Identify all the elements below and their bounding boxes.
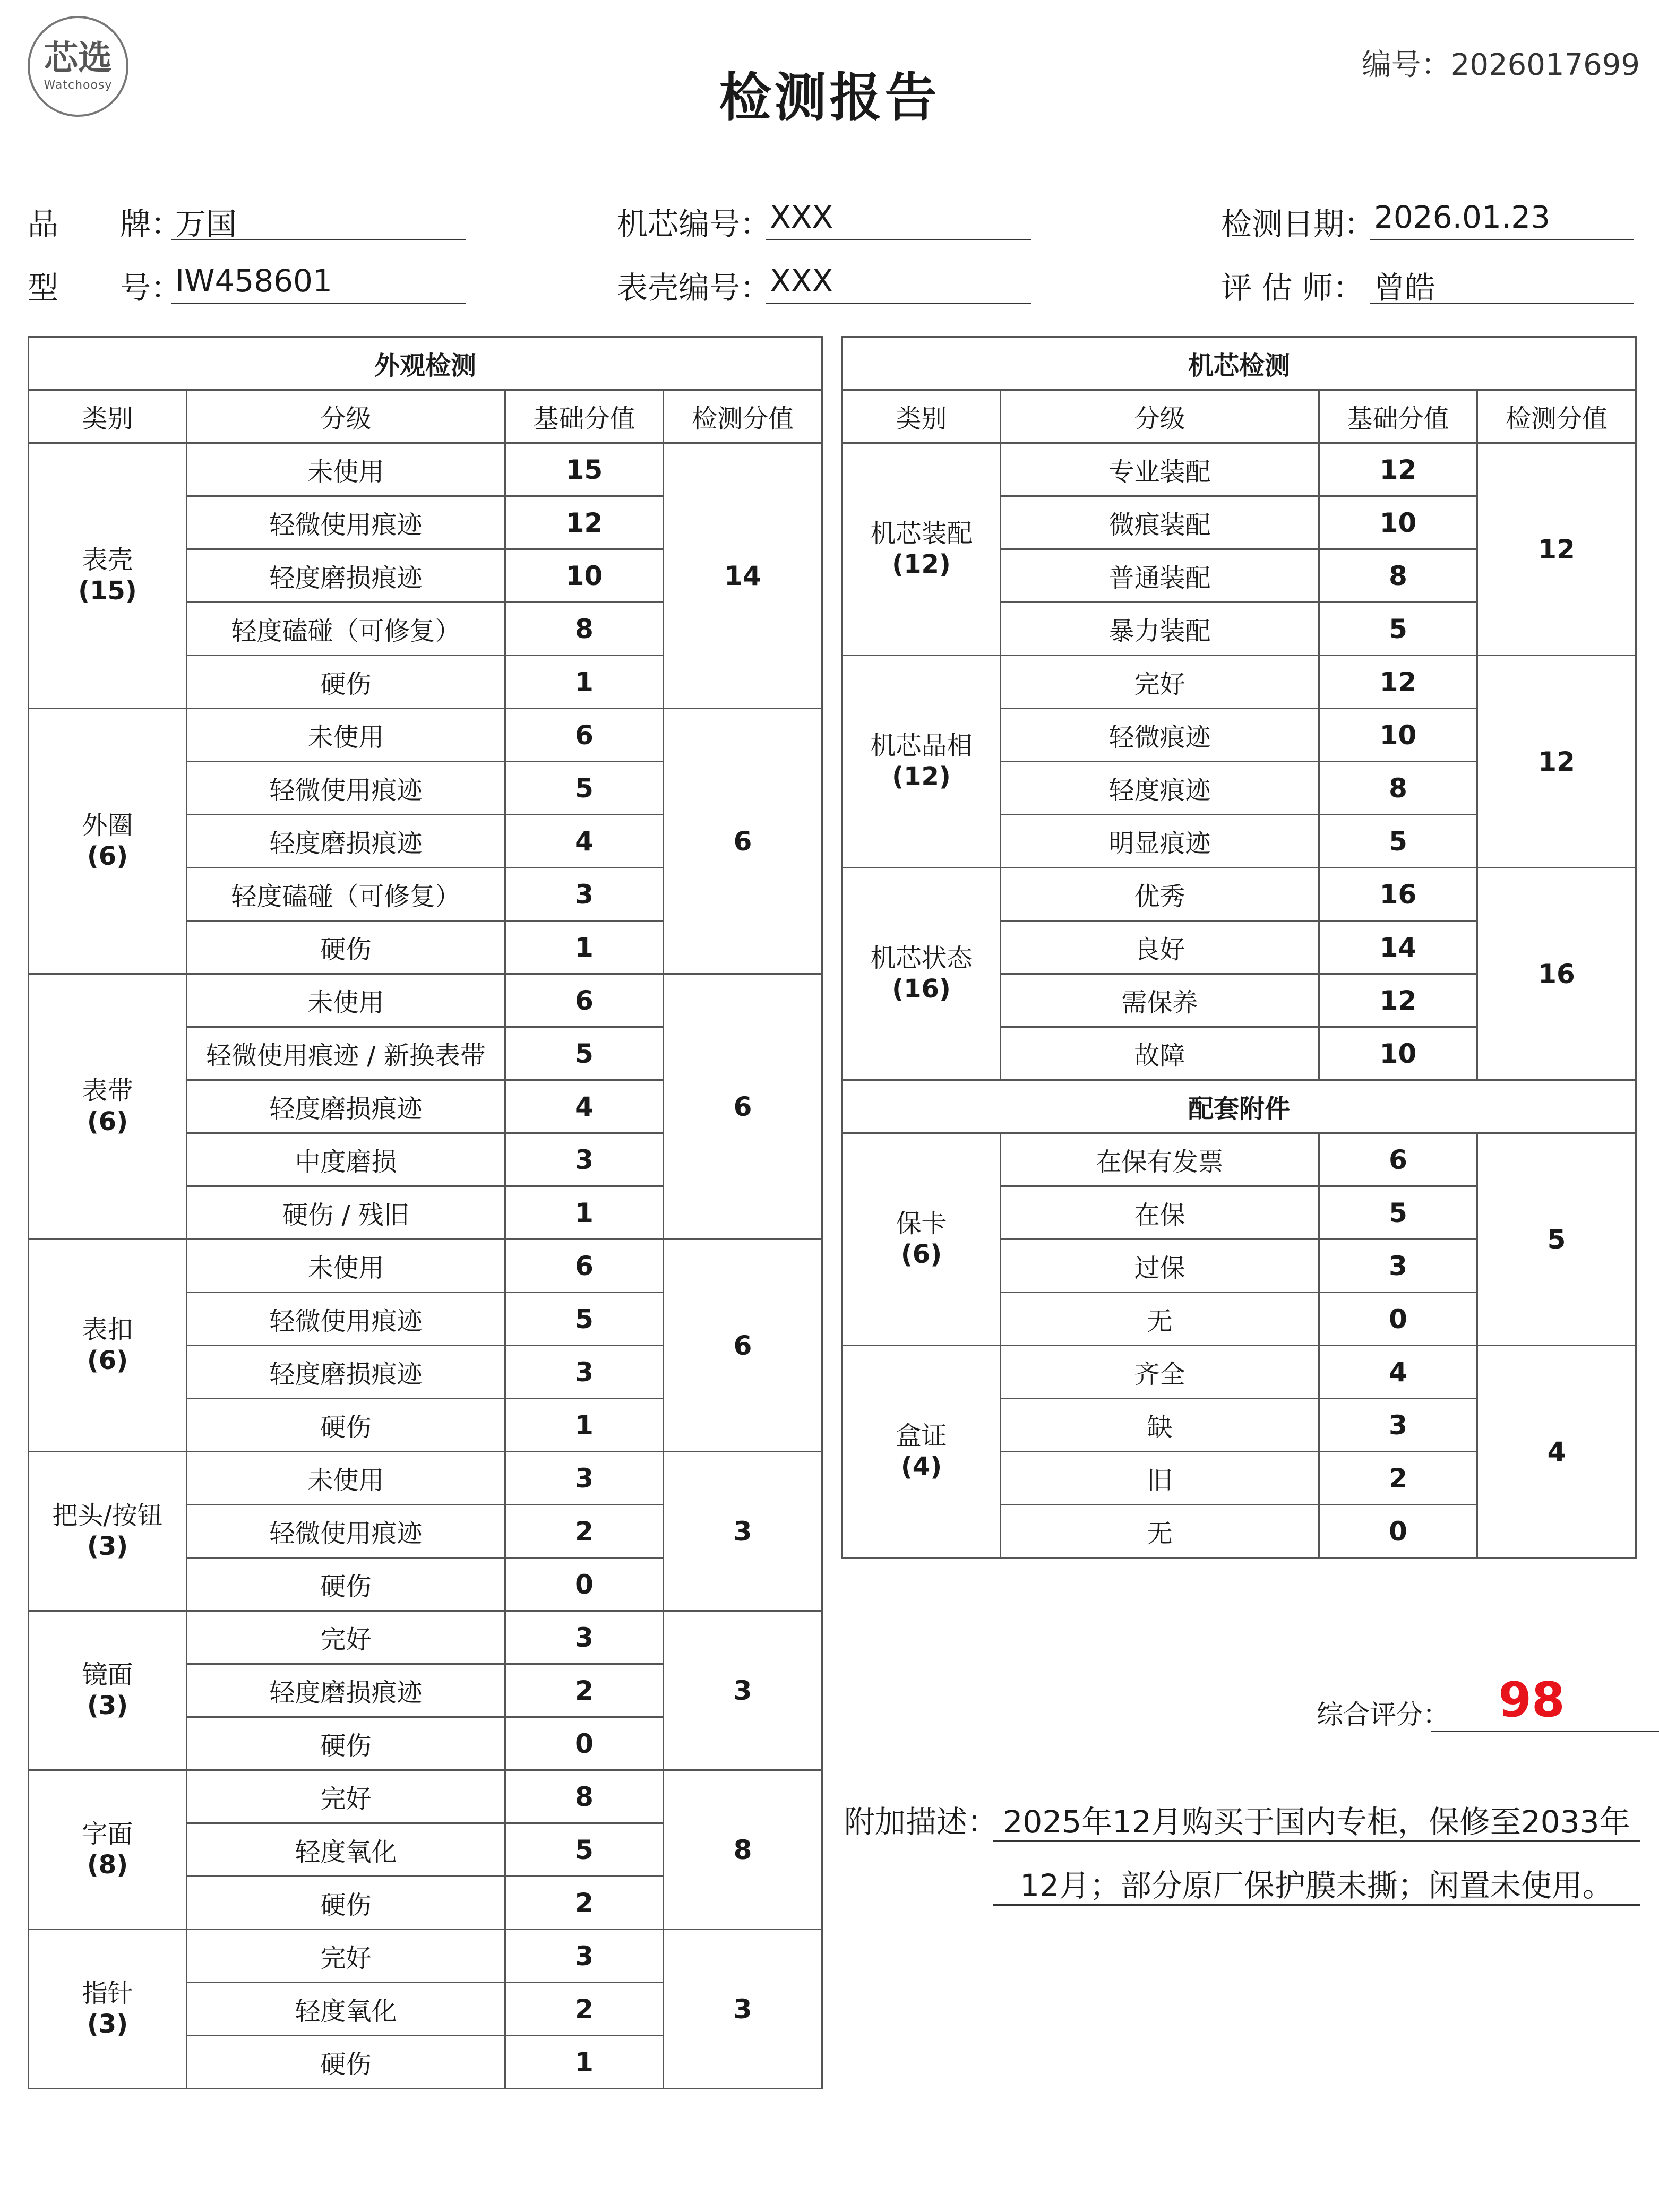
grade-cell: 完好 xyxy=(187,1611,505,1664)
section-title: 配套附件 xyxy=(843,1080,1636,1133)
grade-cell: 无 xyxy=(1001,1505,1319,1558)
grade-cell: 未使用 xyxy=(187,1240,505,1293)
table-row xyxy=(29,1611,822,1664)
case-no-label: 表壳编号： xyxy=(617,270,771,306)
base-score-cell: 0 xyxy=(1319,1505,1477,1558)
category-name: 外圈 xyxy=(82,810,133,840)
overall-score-value: 98 xyxy=(1498,1672,1565,1728)
table-row xyxy=(843,1133,1636,1186)
grade-cell: 硬伤 xyxy=(187,656,505,709)
overall-score-label: 综合评分： xyxy=(1317,1699,1449,1730)
detected-score-cell: 12 xyxy=(1477,443,1636,656)
base-score-cell: 4 xyxy=(1319,1346,1477,1399)
section-title-row xyxy=(29,337,822,390)
base-score-cell: 4 xyxy=(505,815,664,868)
table-row xyxy=(843,1346,1636,1399)
category-cell xyxy=(29,1930,187,2089)
category-cell xyxy=(843,1346,1001,1558)
appraiser-value: 曾皓 xyxy=(1370,263,1634,304)
base-score-cell: 2 xyxy=(1319,1452,1477,1505)
grade-cell: 轻度磨损痕迹 xyxy=(187,815,505,868)
category-name: 机芯装配 xyxy=(870,518,973,548)
grade-cell: 轻度痕迹 xyxy=(1001,762,1319,815)
category-name: 保卡 xyxy=(896,1208,947,1238)
base-score-cell: 1 xyxy=(505,1399,664,1452)
grade-cell: 无 xyxy=(1001,1293,1319,1346)
table-row xyxy=(29,1452,822,1505)
grade-cell: 硬伤 / 残旧 xyxy=(187,1186,505,1240)
movement-no-value: XXX xyxy=(766,199,1031,240)
category-cell xyxy=(843,656,1001,868)
grade-cell: 轻度磨损痕迹 xyxy=(187,1346,505,1399)
grade-cell: 轻度磨损痕迹 xyxy=(187,1080,505,1133)
detected-score-cell: 4 xyxy=(1477,1346,1636,1558)
description-line-2: 12月；部分原厂保护膜未撕；闲置未使用。 xyxy=(993,1861,1640,1906)
grade-cell: 完好 xyxy=(1001,656,1319,709)
appraiser-label: 评 估 师： xyxy=(1221,270,1364,306)
category-cell xyxy=(29,443,187,709)
category-name: 机芯品相 xyxy=(870,730,973,761)
grade-cell: 轻度磕碰（可修复） xyxy=(187,868,505,921)
category-cell xyxy=(843,868,1001,1080)
base-score-cell: 3 xyxy=(505,868,664,921)
grade-cell: 需保养 xyxy=(1001,974,1319,1027)
base-score-cell: 8 xyxy=(1319,549,1477,603)
base-score-cell: 2 xyxy=(505,1664,664,1717)
category-cell xyxy=(29,1452,187,1611)
category-name: 表壳 xyxy=(82,545,133,575)
base-score-cell: 5 xyxy=(1319,1186,1477,1240)
category-name: 字面 xyxy=(82,1819,133,1849)
base-score-cell: 2 xyxy=(505,1505,664,1558)
category-max-score: (4) xyxy=(900,1451,942,1482)
base-score-cell: 14 xyxy=(1319,921,1477,974)
category-max-score: (6) xyxy=(87,1106,128,1137)
grade-cell: 完好 xyxy=(187,1770,505,1823)
grade-cell: 在保 xyxy=(1001,1186,1319,1240)
category-name: 盒证 xyxy=(896,1421,947,1451)
description-label: 附加描述： xyxy=(844,1804,999,1840)
grade-cell: 中度磨损 xyxy=(187,1133,505,1186)
base-score-cell: 16 xyxy=(1319,868,1477,921)
base-score-cell: 3 xyxy=(1319,1240,1477,1293)
grade-cell: 微痕装配 xyxy=(1001,496,1319,549)
category-name: 镜面 xyxy=(82,1659,133,1690)
category-cell xyxy=(29,1770,187,1930)
base-score-cell: 1 xyxy=(505,656,664,709)
base-score-cell: 5 xyxy=(505,1823,664,1877)
grade-cell: 过保 xyxy=(1001,1240,1319,1293)
table-row xyxy=(29,443,822,496)
brand-label: 品 牌： xyxy=(28,206,182,242)
report-number xyxy=(1362,41,1640,84)
base-score-cell: 3 xyxy=(505,1133,664,1186)
section-title-row xyxy=(843,337,1636,390)
base-score-cell: 3 xyxy=(505,1930,664,1983)
section-title-row xyxy=(843,1080,1636,1133)
detected-score-cell: 5 xyxy=(1477,1133,1636,1346)
category-max-score: (8) xyxy=(87,1849,128,1880)
table-row xyxy=(29,1930,822,1983)
report-number-label: 编号： xyxy=(1361,48,1451,82)
category-max-score: (3) xyxy=(87,2009,128,2039)
base-score-cell: 10 xyxy=(1319,1027,1477,1080)
grade-cell: 轻微使用痕迹 xyxy=(187,1505,505,1558)
grade-cell: 优秀 xyxy=(1001,868,1319,921)
table-row xyxy=(29,1240,822,1293)
grade-cell: 普通装配 xyxy=(1001,549,1319,603)
movement-table xyxy=(841,336,1637,1559)
grade-cell: 未使用 xyxy=(187,974,505,1027)
base-score-cell: 5 xyxy=(505,1027,664,1080)
grade-cell: 专业装配 xyxy=(1001,443,1319,496)
category-max-score: (16) xyxy=(892,974,951,1004)
base-score-cell: 12 xyxy=(1319,974,1477,1027)
base-score-cell: 6 xyxy=(1319,1133,1477,1186)
base-score-cell: 5 xyxy=(1319,603,1477,656)
base-score-cell: 0 xyxy=(1319,1293,1477,1346)
detected-score-cell: 6 xyxy=(664,1240,822,1452)
grade-cell: 轻微使用痕迹 xyxy=(187,496,505,549)
grade-cell: 完好 xyxy=(187,1930,505,1983)
base-score-cell: 12 xyxy=(505,496,664,549)
category-max-score: (12) xyxy=(892,549,951,579)
grade-cell: 轻度磨损痕迹 xyxy=(187,1664,505,1717)
column-header-category: 类别 xyxy=(29,390,187,443)
section-title: 外观检测 xyxy=(29,337,822,390)
column-header-detected-score: 检测分值 xyxy=(664,390,822,443)
base-score-cell: 8 xyxy=(505,603,664,656)
brand-value: 万国 xyxy=(171,199,466,240)
detected-score-cell: 12 xyxy=(1477,656,1636,868)
date-value: 2026.01.23 xyxy=(1370,199,1634,240)
base-score-cell: 2 xyxy=(505,1877,664,1930)
detected-score-cell: 3 xyxy=(664,1611,822,1770)
grade-cell: 轻微使用痕迹 xyxy=(187,762,505,815)
grade-cell: 明显痕迹 xyxy=(1001,815,1319,868)
category-name: 表扣 xyxy=(82,1314,133,1345)
category-cell xyxy=(29,974,187,1240)
category-name: 机芯状态 xyxy=(870,943,973,973)
grade-cell: 硬伤 xyxy=(187,921,505,974)
base-score-cell: 10 xyxy=(1319,709,1477,762)
column-header-detected-score: 检测分值 xyxy=(1477,390,1636,443)
appearance-table xyxy=(28,336,823,2089)
grade-cell: 轻度氧化 xyxy=(187,1983,505,2036)
base-score-cell: 12 xyxy=(1319,443,1477,496)
category-max-score: (12) xyxy=(892,761,951,791)
overall-score-underline xyxy=(1431,1731,1659,1732)
detected-score-cell: 8 xyxy=(664,1770,822,1930)
base-score-cell: 1 xyxy=(505,2036,664,2089)
base-score-cell: 5 xyxy=(1319,815,1477,868)
movement-no-label: 机芯编号： xyxy=(617,206,771,242)
grade-cell: 硬伤 xyxy=(187,2036,505,2089)
grade-cell: 未使用 xyxy=(187,709,505,762)
grade-cell: 未使用 xyxy=(187,443,505,496)
base-score-cell: 6 xyxy=(505,974,664,1027)
table-row xyxy=(843,443,1636,496)
grade-cell: 轻度氧化 xyxy=(187,1823,505,1877)
category-cell xyxy=(843,443,1001,656)
table-row xyxy=(843,656,1636,709)
base-score-cell: 5 xyxy=(505,1293,664,1346)
column-header-row xyxy=(29,390,822,443)
category-max-score: (3) xyxy=(87,1531,128,1561)
grade-cell: 轻度磨损痕迹 xyxy=(187,549,505,603)
detected-score-cell: 14 xyxy=(664,443,822,709)
grade-cell: 硬伤 xyxy=(187,1717,505,1770)
grade-cell: 旧 xyxy=(1001,1452,1319,1505)
column-header-grade: 分级 xyxy=(1001,390,1319,443)
page-title: 检测报告 xyxy=(719,67,940,128)
table-row xyxy=(29,974,822,1027)
table-row xyxy=(843,868,1636,921)
model-label: 型 号： xyxy=(28,270,182,306)
grade-cell: 硬伤 xyxy=(187,1399,505,1452)
column-header-grade: 分级 xyxy=(187,390,505,443)
base-score-cell: 3 xyxy=(505,1452,664,1505)
detected-score-cell: 6 xyxy=(664,974,822,1240)
category-cell xyxy=(29,1240,187,1452)
base-score-cell: 4 xyxy=(505,1080,664,1133)
base-score-cell: 2 xyxy=(505,1983,664,2036)
category-max-score: (3) xyxy=(87,1690,128,1720)
base-score-cell: 15 xyxy=(505,443,664,496)
base-score-cell: 8 xyxy=(1319,762,1477,815)
category-max-score: (6) xyxy=(900,1239,942,1269)
grade-cell: 在保有发票 xyxy=(1001,1133,1319,1186)
table-row xyxy=(29,1770,822,1823)
category-max-score: (6) xyxy=(87,841,128,871)
base-score-cell: 12 xyxy=(1319,656,1477,709)
detected-score-cell: 16 xyxy=(1477,868,1636,1080)
grade-cell: 硬伤 xyxy=(187,1877,505,1930)
category-name: 把头/按钮 xyxy=(52,1500,163,1530)
logo-text: 芯选 xyxy=(44,38,112,78)
base-score-cell: 10 xyxy=(505,549,664,603)
grade-cell: 未使用 xyxy=(187,1452,505,1505)
report-number-value: 2026017699 xyxy=(1450,48,1640,82)
table-row xyxy=(29,709,822,762)
category-cell xyxy=(843,1133,1001,1346)
section-title: 机芯检测 xyxy=(843,337,1636,390)
date-label: 检测日期： xyxy=(1221,206,1376,242)
description-line-1: 2025年12月购买于国内专柜，保修至2033年 xyxy=(993,1797,1640,1842)
category-cell xyxy=(29,709,187,974)
grade-cell: 故障 xyxy=(1001,1027,1319,1080)
grade-cell: 轻度磕碰（可修复） xyxy=(187,603,505,656)
grade-cell: 轻微使用痕迹 / 新换表带 xyxy=(187,1027,505,1080)
detected-score-cell: 3 xyxy=(664,1452,822,1611)
base-score-cell: 3 xyxy=(1319,1399,1477,1452)
detected-score-cell: 6 xyxy=(664,709,822,974)
column-header-category: 类别 xyxy=(843,390,1001,443)
grade-cell: 缺 xyxy=(1001,1399,1319,1452)
base-score-cell: 3 xyxy=(505,1611,664,1664)
base-score-cell: 6 xyxy=(505,709,664,762)
base-score-cell: 0 xyxy=(505,1717,664,1770)
base-score-cell: 8 xyxy=(505,1770,664,1823)
category-max-score: (15) xyxy=(78,575,137,606)
base-score-cell: 6 xyxy=(505,1240,664,1293)
column-header-row xyxy=(843,390,1636,443)
category-max-score: (6) xyxy=(87,1345,128,1375)
category-cell xyxy=(29,1611,187,1770)
detected-score-cell: 3 xyxy=(664,1930,822,2089)
grade-cell: 轻微使用痕迹 xyxy=(187,1293,505,1346)
category-name: 指针 xyxy=(82,1978,133,2008)
base-score-cell: 0 xyxy=(505,1558,664,1611)
base-score-cell: 3 xyxy=(505,1346,664,1399)
case-no-value: XXX xyxy=(766,263,1031,304)
base-score-cell: 10 xyxy=(1319,496,1477,549)
model-value: IW458601 xyxy=(171,263,466,304)
base-score-cell: 1 xyxy=(505,921,664,974)
grade-cell: 轻微痕迹 xyxy=(1001,709,1319,762)
base-score-cell: 5 xyxy=(505,762,664,815)
logo-subtext: Watchoosy xyxy=(44,78,113,92)
column-header-base-score: 基础分值 xyxy=(505,390,664,443)
grade-cell: 暴力装配 xyxy=(1001,603,1319,656)
grade-cell: 硬伤 xyxy=(187,1558,505,1611)
grade-cell: 良好 xyxy=(1001,921,1319,974)
base-score-cell: 1 xyxy=(505,1186,664,1240)
category-name: 表带 xyxy=(82,1075,133,1106)
column-header-base-score: 基础分值 xyxy=(1319,390,1477,443)
grade-cell: 齐全 xyxy=(1001,1346,1319,1399)
